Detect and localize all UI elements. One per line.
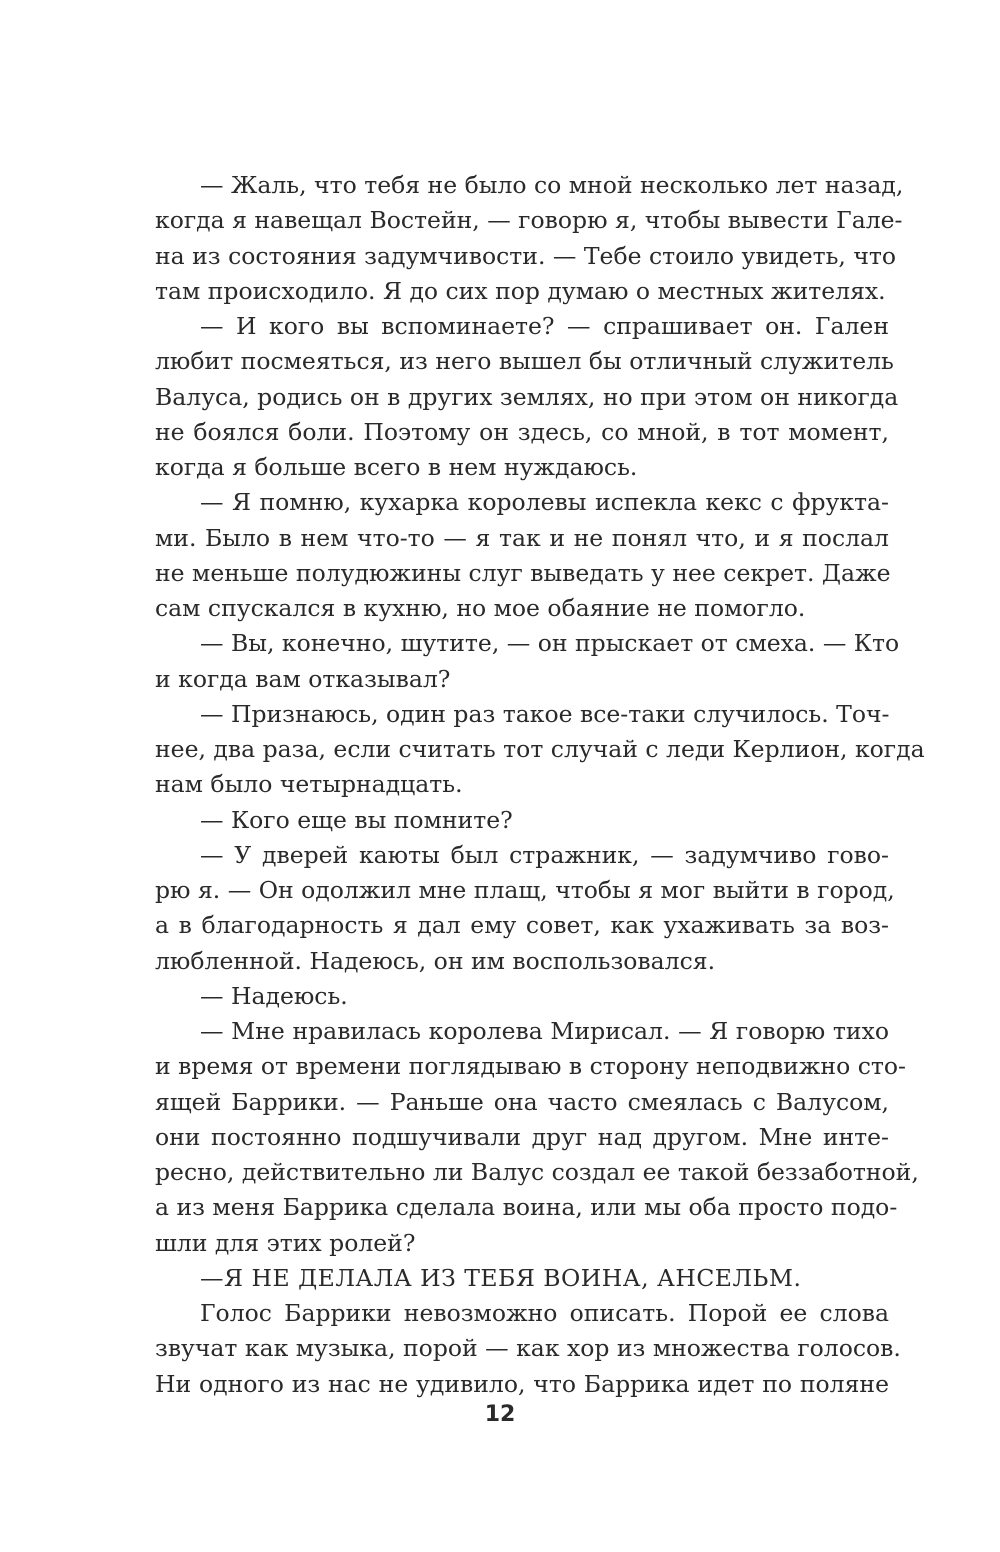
text-line: а в благодарность я дал ему совет, как ухаживать за воз- [155, 911, 889, 940]
text-line: любленной. Надеюсь, он им воспользовался. [155, 946, 716, 975]
text-line: —Я НЕ ДЕЛАЛА ИЗ ТЕБЯ ВОИНА, АНСЕЛЬМ. [200, 1263, 802, 1292]
text-line: там происходило. Я до сих пор думаю о местных жителях. [155, 276, 886, 305]
text-line: — Жаль, что тебя не было со мной несколько лет назад, [200, 171, 904, 199]
text-line: когда я больше всего в нем нуждаюсь. [155, 453, 638, 481]
text-line: на из состояния задумчивости. — Тебе стоило увидеть, что [155, 241, 897, 270]
text-line: не боялся боли. Поэтому он здесь, со мной, в тот момент, [155, 417, 889, 446]
text-line: рю я. — Он одолжил мне плащ, чтобы я мог выйти в город, [155, 876, 895, 904]
text-line: — Вы, конечно, шутите, — он прыскает от смеха. — Кто [200, 629, 900, 658]
text-line: ресно, действительно ли Валус создал ее такой беззаботной, [155, 1158, 919, 1186]
text-line: Голос Баррики невозможно описать. Порой ее слова [200, 1299, 889, 1327]
text-line: — Кого еще вы помните? [200, 805, 513, 834]
text-line: — И кого вы вспоминаете? — спрашивает он. Гален [200, 312, 889, 340]
body-text [155, 168, 925, 1402]
text-line: — Мне нравилась королева Мирисал. — Я говорю тихо [200, 1017, 889, 1045]
text-line: Ни одного из нас не удивило, что Баррика идет по поляне [155, 1369, 889, 1398]
text-line: ми. Было в нем что-то — я так и не понял что, и я послал [155, 523, 889, 552]
text-line: нее, два раза, если считать тот случай с леди Керлион, когда [155, 735, 925, 763]
text-line: и время от времени поглядываю в сторону неподвижно сто- [155, 1052, 906, 1081]
text-line: звучат как музыка, порой — как хор из множества голосов. [155, 1334, 901, 1363]
text-line: — У дверей каюты был стражник, — задумчиво гово- [200, 840, 889, 869]
text-line: они постоянно подшучивали друг над другом. Мне инте- [155, 1122, 889, 1151]
page-number: 12 [484, 1402, 516, 1427]
text-line: сам спускался в кухню, но мое обаяние не помогло. [155, 594, 806, 622]
text-line: Валуса, родись он в других землях, но при этом он никогда [155, 382, 899, 411]
text-line: когда я навещал Востейн, — говорю я, чтобы вывести Гале- [155, 206, 903, 235]
text-line: ящей Баррики. — Раньше она часто смеялась с Валусом, [155, 1087, 889, 1116]
text-line: а из меня Баррика сделала воина, или мы оба просто подо- [155, 1193, 898, 1222]
text-line: — Признаюсь, один раз такое все-таки случилось. Точ- [200, 699, 890, 728]
text-line: — Надеюсь. [200, 981, 348, 1010]
text-line: — Я помню, кухарка королевы испекла кекс с фрукта- [200, 488, 889, 517]
text-line: шли для этих ролей? [155, 1228, 416, 1257]
text-line: не меньше полудюжины слуг выведать у нее секрет. Даже [155, 558, 891, 587]
text-line: любит посмеяться, из него вышел бы отличный служитель [155, 347, 894, 376]
text-line: нам было четырнадцать. [155, 770, 463, 799]
text-line: и когда вам отказывал? [155, 664, 451, 693]
